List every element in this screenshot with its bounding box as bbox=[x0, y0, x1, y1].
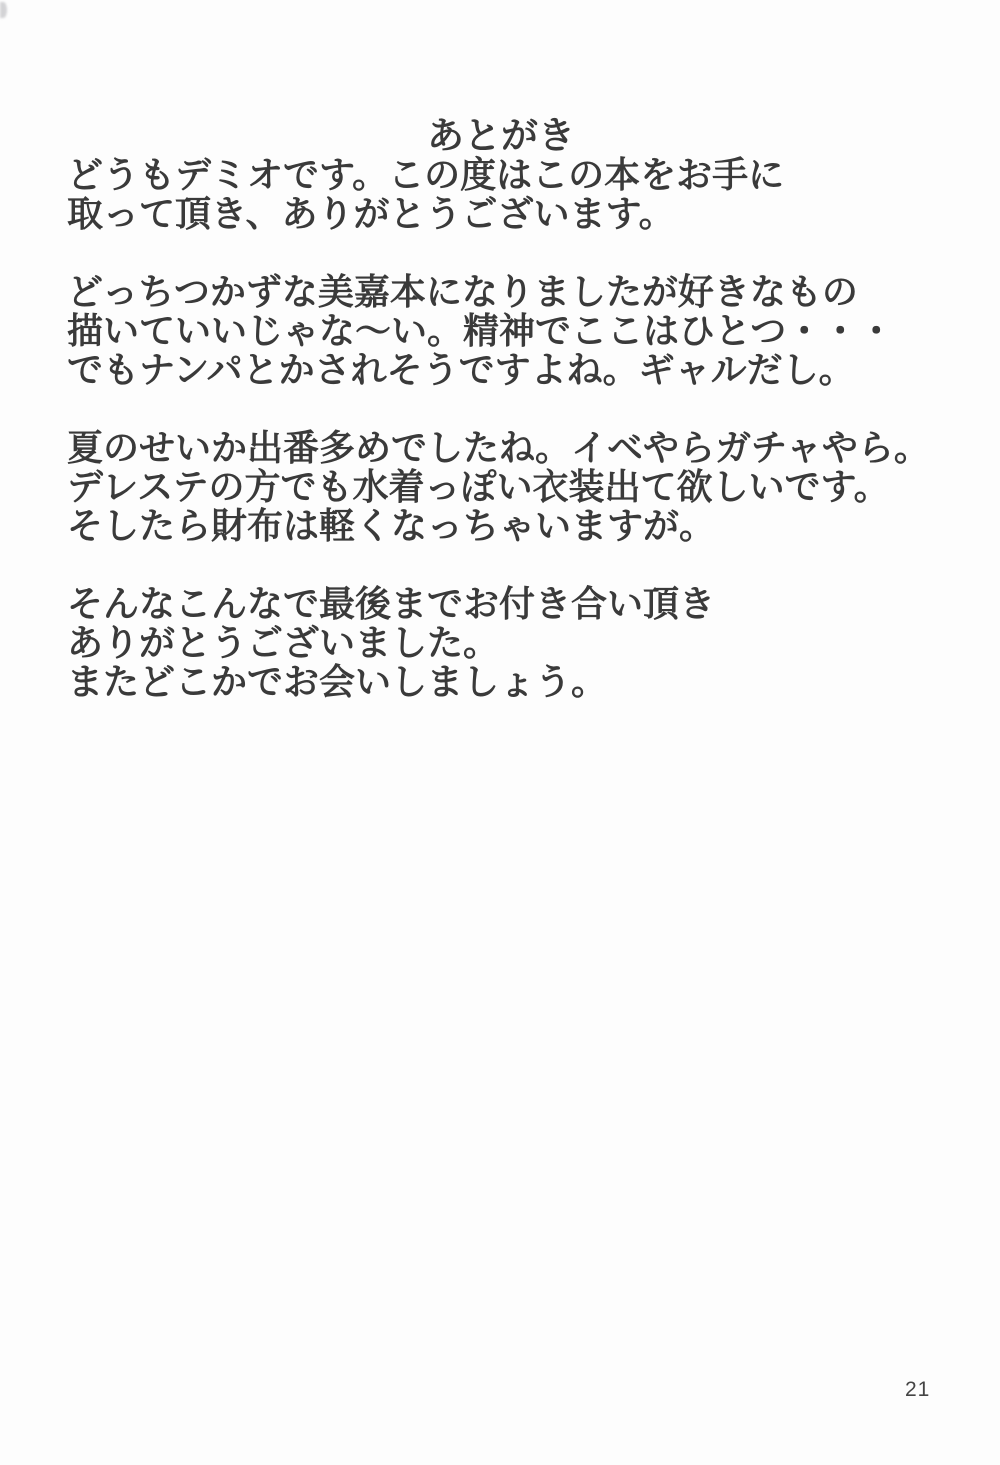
text-line: そしたら財布は軽くなっちゃいますが。 bbox=[67, 505, 716, 546]
page-number: 21 bbox=[905, 1378, 931, 1401]
text-line: 描いていいじゃな〜い。精神でここはひとつ・・・ bbox=[67, 310, 895, 351]
afterword-text-block bbox=[67, 116, 947, 701]
scan-artifact-mark bbox=[0, 2, 7, 18]
text-line: ありがとうございました。 bbox=[67, 622, 500, 663]
paragraph bbox=[67, 272, 947, 389]
paragraph bbox=[67, 155, 947, 233]
afterword-title: あとがき bbox=[427, 115, 575, 156]
text-line: デレステの方でも水着っぽい衣装出て欲しいです。 bbox=[67, 466, 890, 507]
text-line: 取って頂き、ありがとうございます。 bbox=[67, 193, 675, 234]
text-line: でもナンパとかされそうですよね。ギャルだし。 bbox=[67, 349, 855, 390]
text-line: どっちつかずな美嘉本になりましたが好きなもの bbox=[67, 271, 858, 312]
text-line: どうもデミオです。この度はこの本をお手に bbox=[67, 154, 785, 195]
paragraph bbox=[67, 584, 947, 701]
text-line: またどこかでお会いしましょう。 bbox=[67, 661, 608, 702]
text-line: 夏のせいか出番多めでしたね。イベやらガチャやら。 bbox=[67, 427, 930, 468]
paragraph bbox=[67, 428, 947, 545]
text-line: そんなこんなで最後までお付き合い頂き bbox=[67, 583, 716, 624]
